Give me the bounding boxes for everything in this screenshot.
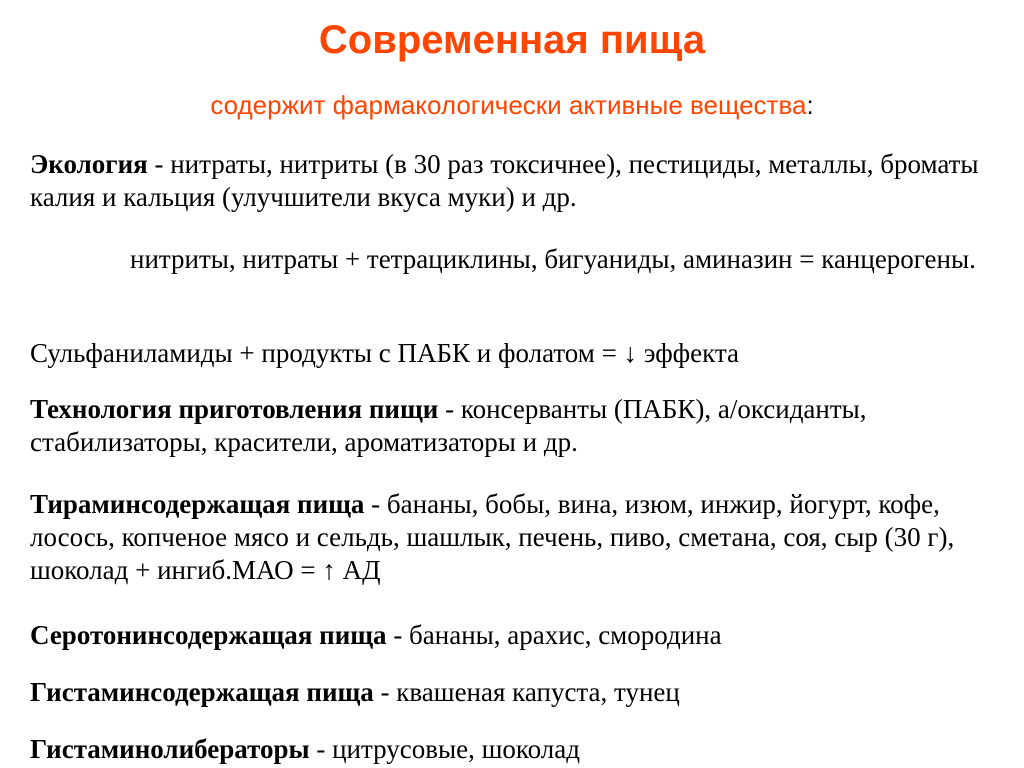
paragraph-text: - нитраты, нитриты (в 30 раз токсичнее), пестициды, металлы, броматы калия и кальция (улучшители вкуса муки) и др. — [30, 149, 979, 212]
subtitle-text: содержит фармакологически активные вещества — [210, 90, 807, 120]
paragraph-heading: Тираминсодержащая пища — [30, 489, 365, 519]
paragraph-text: - бананы, бобы, вина, изюм, инжир, йогурт, кофе, лосось, копченое мясо и сельдь, шашлык, печень, пиво, сметана, соя, сыр (30 г), шоколад + ингиб.МАО = ↑ АД — [30, 489, 955, 585]
paragraph-heading: Гистаминсодержащая пища — [30, 677, 374, 707]
paragraph-text: - бананы, арахис, смородина — [386, 620, 722, 650]
paragraph-text: - цитрусовые, шоколад — [309, 734, 580, 764]
paragraph-heading: Серотонинсодержащая пища — [30, 620, 387, 650]
paragraph-histamine — [30, 676, 1010, 709]
paragraph-ecology — [30, 148, 1010, 214]
subtitle-colon: : — [806, 90, 814, 120]
paragraph-technology — [30, 393, 1010, 459]
paragraph-heading: Технология приготовления пищи — [30, 394, 439, 424]
paragraph-heading: Экология — [30, 149, 148, 179]
paragraph-text: - квашеная капуста, тунец — [373, 677, 680, 707]
paragraph-histamine-liberators — [30, 733, 1010, 766]
paragraph-sulfonamides — [30, 337, 1010, 370]
paragraph-heading: Гистаминолибераторы — [30, 734, 310, 764]
slide-title: Современная пища — [318, 18, 706, 62]
slide-subtitle — [0, 87, 1024, 123]
paragraph-text: Сульфаниламиды + продукты с ПАБК и фолатом = ↓ эффекта — [30, 338, 739, 368]
paragraph-carcinogens — [130, 243, 1010, 276]
paragraph-serotonin — [30, 619, 1010, 652]
paragraph-text: - консерванты (ПАБК), а/оксиданты, стабилизаторы, красители, ароматизаторы и др. — [30, 394, 867, 457]
paragraph-tyramine — [30, 488, 1010, 587]
paragraph-text: нитриты, нитраты + тетрациклины, бигуаниды, аминазин = канцерогены. — [130, 244, 976, 274]
